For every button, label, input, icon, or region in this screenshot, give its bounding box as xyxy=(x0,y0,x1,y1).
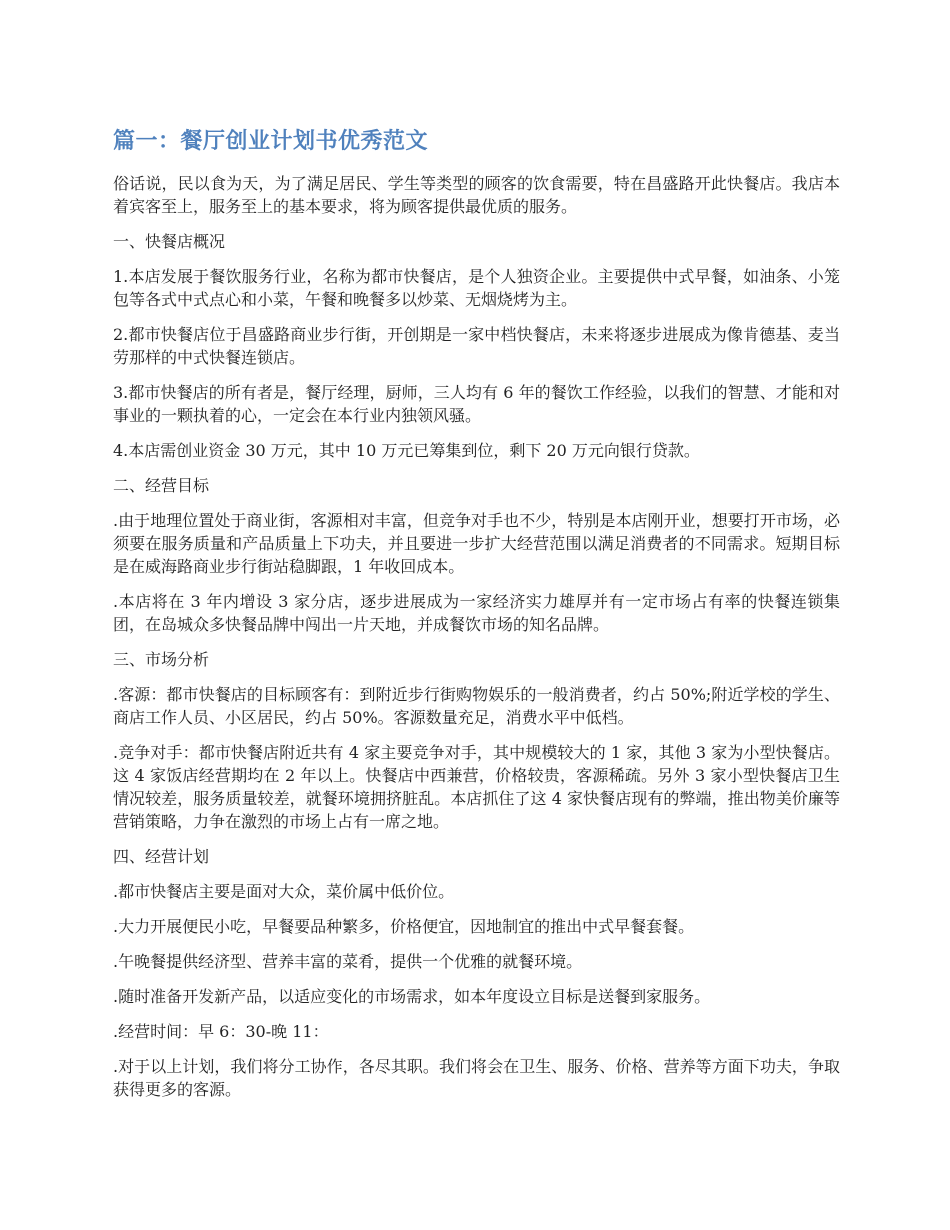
plan-item-4: .随时准备开发新产品，以适应变化的市场需求，如本年度设立目标是送餐到家服务。 xyxy=(113,987,711,1006)
plan-item-1: .都市快餐店主要是面对大众，菜价属中低价位。 xyxy=(113,882,455,901)
market-item-competitors: .竞争对手：都市快餐店附近共有 4 家主要竞争对手，其中规模较大的 1 家，其他 3 家为小型快餐店。这 4 家饭店经营期均在 2 年以上。快餐店中西兼营，价格较贵，客源稀疏。另外 3 家小型快餐店卫生情况较差，服务质量较差，就餐环境拥挤脏乱。本店抓住了这 4 家快餐店现有的弊端，推出物美价廉等营销策略，力争在激烈的市场上占有一席之地。 xyxy=(113,743,840,831)
overview-item-4: 4.本店需创业资金 30 万元，其中 10 万元已筹集到位，剩下 20 万元向银行贷款。 xyxy=(113,441,700,460)
intro-paragraph: 俗话说，民以食为天，为了满足居民、学生等类型的顾客的饮食需要，特在昌盛路开此快餐店。我店本着宾客至上，服务至上的基本要求，将为顾客提供最优质的服务。 xyxy=(113,174,840,216)
document-page xyxy=(113,126,840,1113)
overview-item-2: 2.都市快餐店位于昌盛路商业步行街，开创期是一家中档快餐店，未来将逐步进展成为像肯德基、麦当劳那样的中式快餐连锁店。 xyxy=(113,325,840,367)
plan-item-hours: .经营时间：早 6：30-晚 11： xyxy=(113,1022,329,1041)
overview-item-3: 3.都市快餐店的所有者是，餐厅经理，厨师，三人均有 6 年的餐饮工作经验，以我们的智慧、才能和对事业的一颗执着的心，一定会在本行业内独领风骚。 xyxy=(113,383,840,425)
document-title: 篇一：餐厅创业计划书优秀范文 xyxy=(113,129,429,154)
section-heading-goals: 二、经营目标 xyxy=(113,476,210,495)
goals-item-1: .由于地理位置处于商业街，客源相对丰富，但竞争对手也不少，特别是本店刚开业，想要打开市场，必须要在服务质量和产品质量上下功夫，并且要进一步扩大经营范围以满足消费者的不同需求。短期目标是在威海路商业步行街站稳脚跟，1 年收回成本。 xyxy=(113,511,840,576)
overview-item-1: 1.本店发展于餐饮服务行业，名称为都市快餐店，是个人独资企业。主要提供中式早餐，如油条、小笼包等各式中式点心和小菜，午餐和晚餐多以炒菜、无烟烧烤为主。 xyxy=(113,267,840,309)
section-heading-plan: 四、经营计划 xyxy=(113,847,210,866)
plan-item-2: .大力开展便民小吃，早餐要品种繁多，价格便宜，因地制宜的推出中式早餐套餐。 xyxy=(113,917,695,936)
section-heading-market: 三、市场分析 xyxy=(113,650,210,669)
section-heading-overview: 一、快餐店概况 xyxy=(113,232,226,251)
plan-item-closing: .对于以上计划，我们将分工协作，各尽其职。我们将会在卫生、服务、价格、营养等方面下功夫，争取获得更多的客源。 xyxy=(113,1057,840,1099)
market-item-customers: .客源：都市快餐店的目标顾客有：到附近步行街购物娱乐的一般消费者，约占 50%;附近学校的学生、商店工作人员、小区居民，约占 50%。客源数量充足，消费水平中低档。 xyxy=(113,685,840,727)
plan-item-3: .午晚餐提供经济型、营养丰富的菜肴，提供一个优雅的就餐环境。 xyxy=(113,952,583,971)
goals-item-2: .本店将在 3 年内增设 3 家分店，逐步进展成为一家经济实力雄厚并有一定市场占有率的快餐连锁集团，在岛城众多快餐品牌中闯出一片天地，并成餐饮市场的知名品牌。 xyxy=(113,592,840,634)
